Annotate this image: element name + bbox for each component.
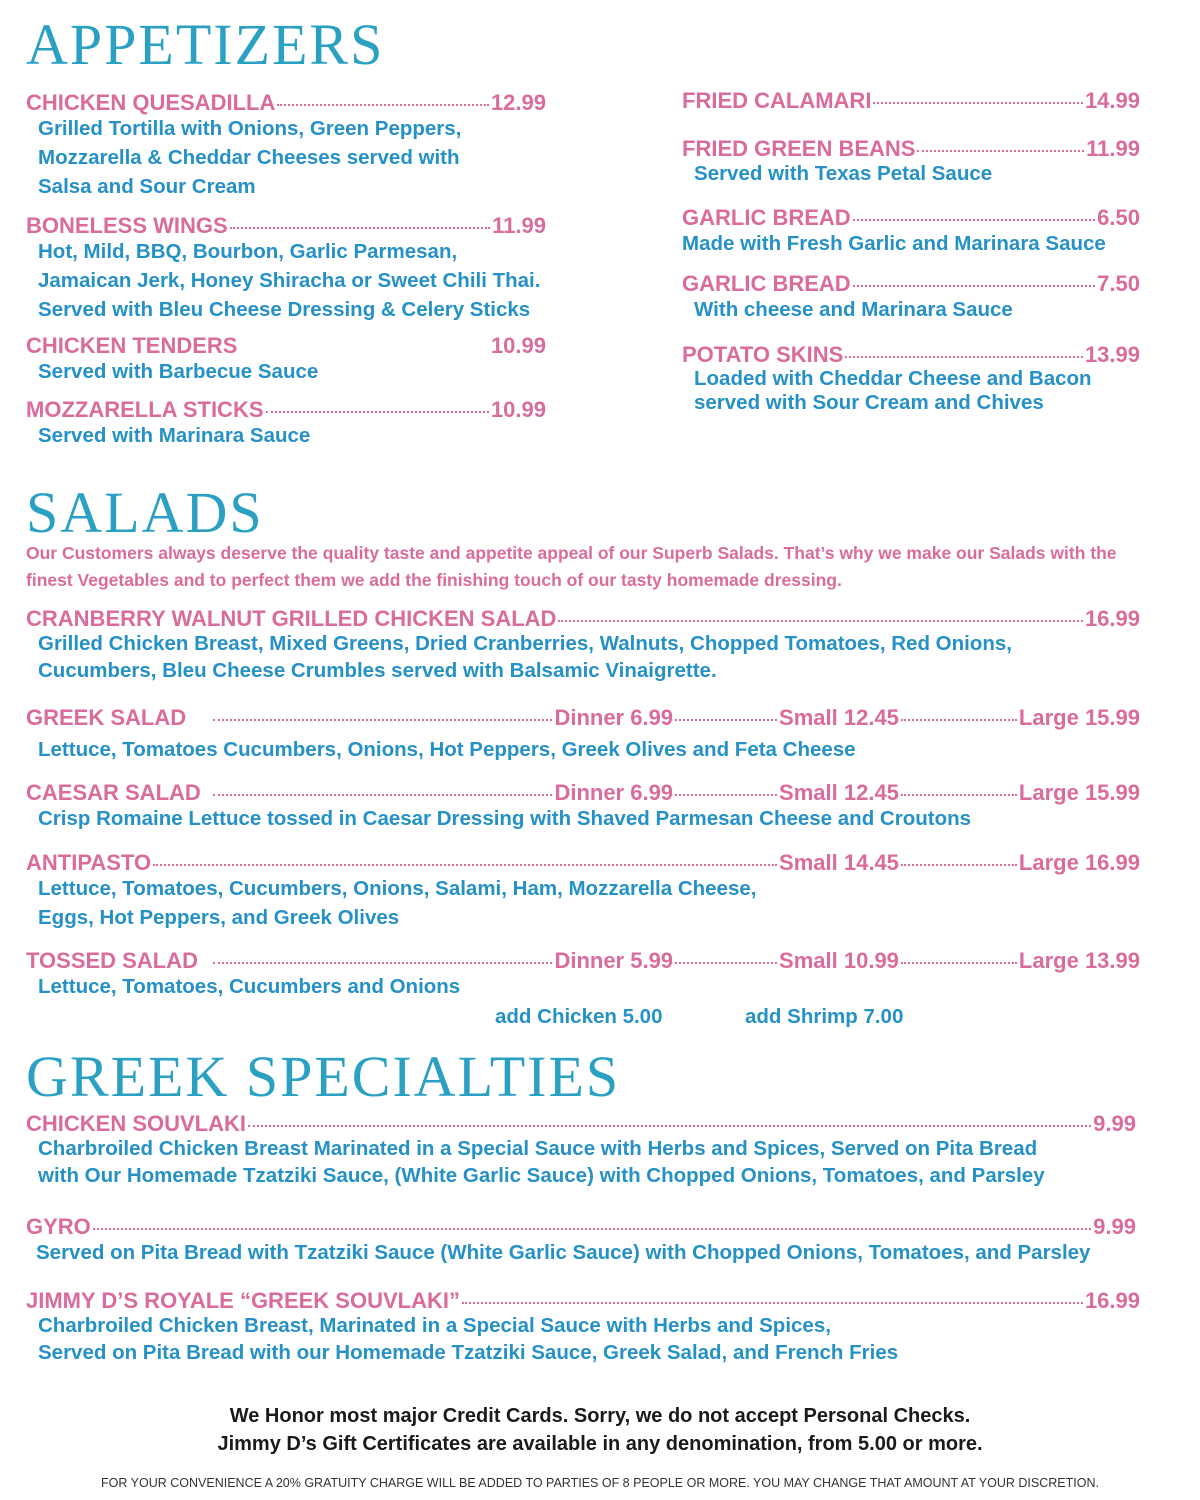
item-garlic-bread-cheese <box>682 271 1140 325</box>
item-boneless-wings <box>26 213 546 324</box>
item-price-dinner: Dinner 5.99 <box>554 948 674 973</box>
item-jimmy-d-royale <box>26 1288 1140 1367</box>
item-name: CHICKEN SOUVLAKI <box>26 1111 247 1136</box>
item-name: CRANBERRY WALNUT GRILLED CHICKEN SALAD <box>26 606 557 631</box>
item-tossed-salad <box>26 948 1140 1002</box>
item-price: 6.50 <box>1097 205 1140 230</box>
item-price: 13.99 <box>1084 342 1140 367</box>
item-description: Loaded with Cheddar Cheese and Bacon served with Sour Cream and Chives <box>694 367 1092 414</box>
salads-title: SALADS <box>26 480 264 545</box>
item-description: Grilled Chicken Breast, Mixed Greens, Dried Cranberries, Walnuts, Chopped Tomatoes, Red Onions, Cucumbers, Bleu Cheese Crumbles served with Balsamic Vinaigrette. <box>38 632 1012 682</box>
item-price: 11.99 <box>492 213 546 238</box>
item-price: 9.99 <box>1093 1111 1136 1136</box>
item-name: GARLIC BREAD <box>682 205 851 230</box>
item-price-large: Large 15.99 <box>1018 780 1140 805</box>
item-name: GARLIC BREAD <box>682 271 851 296</box>
item-mozzarella-sticks <box>26 397 546 451</box>
item-name: ANTIPASTO <box>26 850 152 875</box>
item-description: Served with Marinara Sauce <box>38 424 311 448</box>
item-name: TOSSED SALAD <box>26 948 198 973</box>
item-description: Lettuce, Tomatoes, Cucumbers, Onions, Salami, Ham, Mozzarella Cheese, Eggs, Hot Peppers, and Greek Olives <box>38 877 757 929</box>
item-description: Served with Barbecue Sauce <box>38 360 319 384</box>
item-chicken-quesadilla <box>26 90 546 201</box>
item-name: POTATO SKINS <box>682 342 844 367</box>
item-price-dinner: Dinner 6.99 <box>554 705 674 730</box>
credit-card-notice: We Honor most major Credit Cards. Sorry, we do not accept Personal Checks. <box>229 1405 971 1427</box>
item-price-large: Large 15.99 <box>1018 705 1140 730</box>
item-greek-salad <box>26 705 1140 765</box>
item-price: 9.99 <box>1093 1214 1136 1239</box>
item-name: FRIED GREEN BEANS <box>682 136 916 161</box>
item-chicken-tenders <box>26 333 546 387</box>
addon-shrimp: add Shrimp 7.00 <box>745 1005 904 1028</box>
item-garlic-bread <box>682 205 1140 259</box>
item-name: MOZZARELLA STICKS <box>26 397 264 422</box>
item-fried-calamari <box>682 88 1140 113</box>
salads-intro: Our Customers always deserve the quality taste and appetite appeal of our Superb Salads. That’s why we make our Salads with the finest Vegetables and to perfect them we add the finishing touch of our tasty homemade dressing. <box>26 543 1117 591</box>
item-chicken-souvlaki <box>26 1111 1136 1190</box>
item-price-small: Small 12.45 <box>779 705 899 730</box>
gratuity-notice: FOR YOUR CONVENIENCE A 20% GRATUITY CHARGE WILL BE ADDED TO PARTIES OF 8 PEOPLE OR MORE. YOU MAY CHANGE THAT AMOUNT AT YOUR DISCRETION. <box>101 1476 1099 1490</box>
item-description: Charbroiled Chicken Breast Marinated in a Special Sauce with Herbs and Spices, Served on Pita Bread with Our Homemade Tzatziki Sauce, (White Garlic Sauce) with Chopped Onions, Tomatoes, and Parsley <box>38 1137 1045 1187</box>
item-name: CHICKEN TENDERS <box>26 333 238 358</box>
item-caesar-salad <box>26 780 1140 834</box>
item-description: Made with Fresh Garlic and Marinara Sauce <box>682 232 1106 256</box>
item-name: CAESAR SALAD <box>26 780 201 805</box>
item-price: 16.99 <box>1084 606 1140 631</box>
item-description: Served on Pita Bread with Tzatziki Sauce (White Garlic Sauce) with Chopped Onions, Tomatoes, and Parsley <box>36 1241 1091 1265</box>
item-price: 12.99 <box>490 90 546 115</box>
item-name: BONELESS WINGS <box>26 213 228 238</box>
item-price: 10.99 <box>490 397 546 422</box>
item-gyro <box>26 1214 1136 1268</box>
item-cranberry-walnut-salad <box>26 606 1140 685</box>
item-price-large: Large 13.99 <box>1018 948 1140 973</box>
payment-notice <box>0 1402 1200 1458</box>
item-description: Hot, Mild, BBQ, Bourbon, Garlic Parmesan, Jamaican Jerk, Honey Shiracha or Sweet Chili Thai. Served with Bleu Cheese Dressing & Celery Sticks <box>38 240 541 321</box>
item-description: Lettuce, Tomatoes Cucumbers, Onions, Hot Peppers, Greek Olives and Feta Cheese <box>38 738 856 762</box>
item-price: 10.99 <box>490 333 546 358</box>
item-price-dinner: Dinner 6.99 <box>554 780 674 805</box>
item-price-small: Small 12.45 <box>779 780 899 805</box>
item-antipasto <box>26 850 1140 933</box>
item-price: 16.99 <box>1084 1288 1140 1313</box>
item-fried-green-beans <box>682 136 1140 188</box>
item-description: Grilled Tortilla with Onions, Green Peppers, Mozzarella & Cheddar Cheeses served with Salsa and Sour Cream <box>38 117 462 198</box>
item-name: JIMMY D’S ROYALE “GREEK SOUVLAKI” <box>26 1288 460 1313</box>
item-name: GYRO <box>26 1214 91 1239</box>
item-name: GREEK SALAD <box>26 705 187 730</box>
item-price: 7.50 <box>1097 271 1140 296</box>
item-description: With cheese and Marinara Sauce <box>694 298 1013 322</box>
addon-chicken: add Chicken 5.00 <box>495 1005 663 1028</box>
item-description: Served with Texas Petal Sauce <box>694 162 993 186</box>
item-price-small: Small 14.45 <box>779 850 899 875</box>
item-name: FRIED CALAMARI <box>682 88 872 113</box>
item-price: 11.99 <box>1086 136 1140 161</box>
appetizers-title: APPETIZERS <box>26 12 385 77</box>
gift-certificate-notice: Jimmy D’s Gift Certificates are available in any denomination, from 5.00 or more. <box>217 1433 983 1455</box>
item-potato-skins <box>682 342 1140 414</box>
item-description: Crisp Romaine Lettuce tossed in Caesar Dressing with Shaved Parmesan Cheese and Croutons <box>38 807 972 831</box>
item-description: Charbroiled Chicken Breast, Marinated in a Special Sauce with Herbs and Spices, Served on Pita Bread with our Homemade Tzatziki Sauce, Greek Salad, and French Fries <box>38 1314 899 1364</box>
item-description: Lettuce, Tomatoes, Cucumbers and Onions <box>38 975 461 999</box>
item-price: 14.99 <box>1084 88 1140 113</box>
item-price-small: Small 10.99 <box>779 948 899 973</box>
item-name: CHICKEN QUESADILLA <box>26 90 276 115</box>
greek-specialties-title: GREEK SPECIALTIES <box>26 1044 621 1109</box>
item-price-large: Large 16.99 <box>1018 850 1140 875</box>
